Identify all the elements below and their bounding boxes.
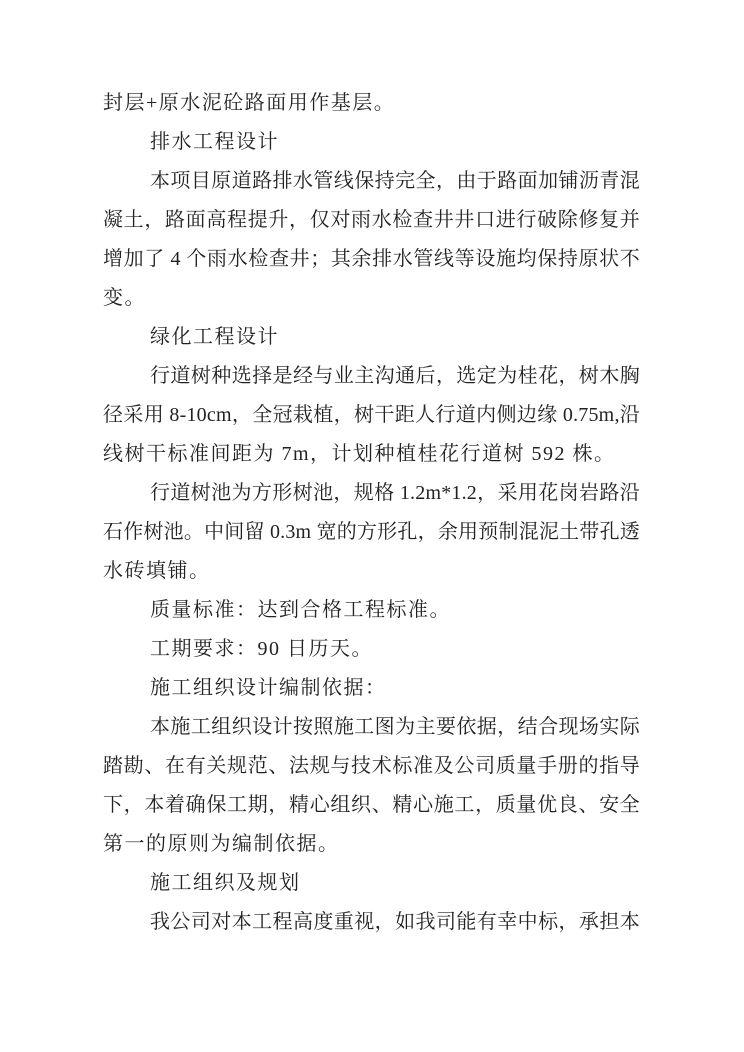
text-line: 凝土，路面高程提升，仅对雨水检查井井口进行破除修复并 (103, 209, 640, 231)
text-line: 封层+原水泥砼路面用作基层。 (103, 92, 396, 114)
text-line: 行道树种选择是经与业主沟通后，选定为桂花，树木胸 (150, 365, 640, 387)
text-line: 第一的原则为编制依据。 (103, 833, 340, 855)
text-line: 质量标准：达到合格工程标准。 (150, 599, 451, 621)
text-line: 踏勘、在有关规范、法规与技术标准及公司质量手册的指导 (103, 755, 640, 777)
section-heading: 排水工程设计 (150, 131, 279, 153)
text-line: 线树干标准间距为 7m，计划种植桂花行道树 592 株。 (103, 443, 616, 465)
document-body (103, 84, 640, 942)
text-line: 增加了 4 个雨水检查井；其余排水管线等设施均保持原状不 (103, 248, 640, 270)
text-line: 变。 (103, 287, 146, 309)
text-line: 本施工组织设计按照施工图为主要依据，结合现场实际 (150, 716, 640, 738)
text-line: 我公司对本工程高度重视，如我司能有幸中标，承担本 (150, 911, 640, 933)
text-line: 下，本着确保工期，精心组织、精心施工，质量优良、安全 (103, 794, 640, 816)
text-line: 径采用 8-10cm，全冠栽植，树干距人行道内侧边缘 0.75m,沿 (103, 404, 640, 426)
section-heading: 施工组织及规划 (150, 872, 301, 894)
section-heading: 绿化工程设计 (150, 326, 279, 348)
text-line: 本项目原道路排水管线保持完全，由于路面加铺沥青混 (150, 170, 640, 192)
text-line: 水砖填铺。 (103, 560, 211, 582)
text-line: 石作树池。中间留 0.3m 宽的方形孔，余用预制混泥土带孔透 (103, 521, 640, 543)
text-line: 工期要求：90 日历天。 (150, 638, 373, 660)
section-heading: 施工组织设计编制依据： (150, 677, 387, 699)
text-line: 行道树池为方形树池，规格 1.2m*1.2，采用花岗岩路沿 (150, 482, 640, 504)
